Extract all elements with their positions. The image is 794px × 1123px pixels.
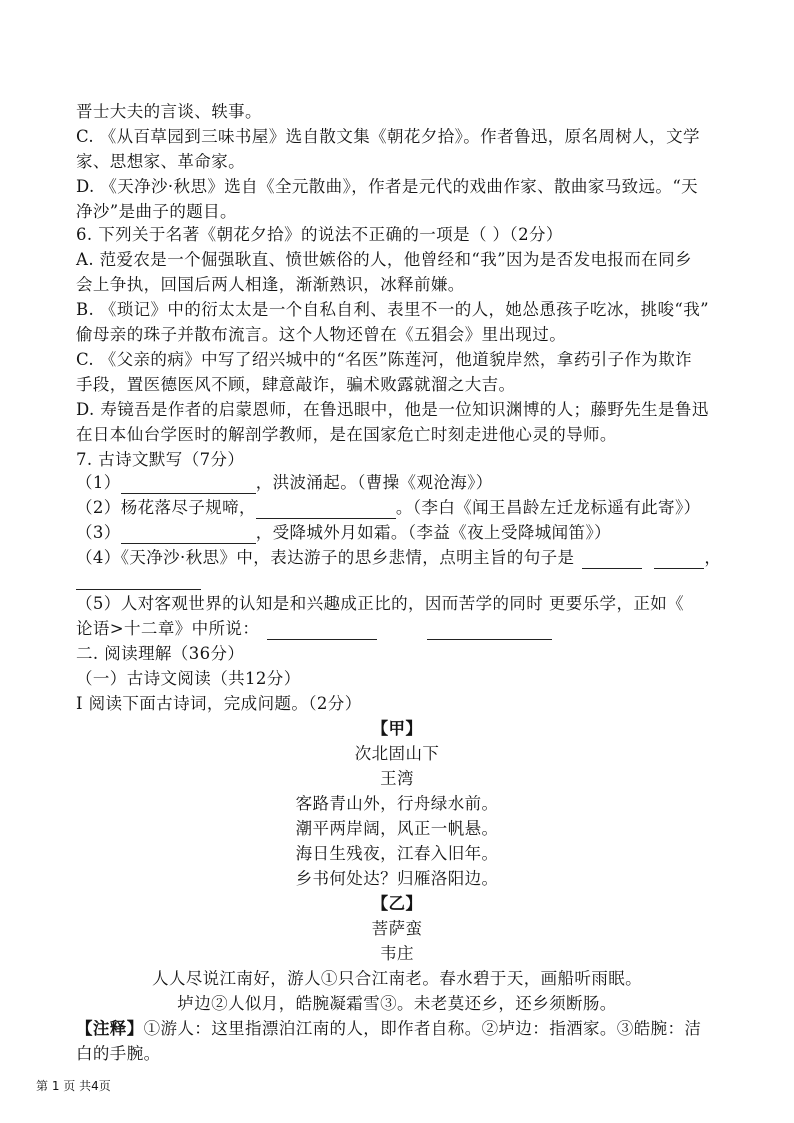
annotation-label: 【注释】: [76, 1019, 144, 1038]
option-b: B. 《琐记》中的衍太太是一个自私自利、表里不一的人，她怂恿孩子吃冰，挑唆“我”: [76, 300, 709, 319]
q7-item-4: [76, 547, 721, 569]
q7-item2-prefix: （2）杨花落尽子规啼，: [76, 498, 256, 517]
q7-item4-prefix: （4）《天净沙·秋思》中，表达游子的思乡悲情，点明主旨的句子是: [76, 548, 575, 567]
answer-blank-1[interactable]: [121, 477, 256, 494]
answer-blank-2[interactable]: [256, 502, 396, 519]
option-c: C. 《父亲的病》中写了绍兴城中的“名医”陈莲河，他道貌岸然，拿药引子作为欺诈: [76, 350, 692, 369]
q7-item-5-continued: [76, 618, 552, 640]
poem2-line: 垆边②人似月，皓腕凝霜雪③。未老莫还乡，还乡须断肠。: [177, 994, 617, 1013]
option-c: C. 《从百草园到三味书屋》选自散文集《朝花夕拾》。作者鲁迅，原名周树人，文学: [76, 127, 700, 146]
poem1-line: 乡书何处达？归雁洛阳边。: [295, 869, 499, 888]
question-7: 7. 古诗文默写（7分）: [76, 450, 245, 469]
text-line: 在日本仙台学医时的解剖学教师，是在国家危亡时刻走进他心灵的导师。: [76, 425, 617, 444]
page-footer: 第 1 页 共4页: [36, 1079, 111, 1093]
poem1-line: 客路青山外，行舟绿水前。: [295, 794, 499, 813]
option-d: D. 寿镜吾是作者的启蒙恩师，在鲁迅眼中，他是一位知识渊博的人；藤野先生是鲁迅: [76, 400, 709, 419]
q7-item-1: [76, 472, 493, 494]
poem1-line: 潮平两岸阔，风正一帆悬。: [295, 819, 499, 838]
q7-item-5: （5）人对客观世界的认知是和兴趣成正比的，因而苦学的同时 更要乐学，正如《: [76, 594, 685, 613]
text-line: 偷母亲的珠子并散布流言。这个人物还曾在《五猖会》里出现过。: [76, 325, 567, 344]
answer-blank-4c[interactable]: [76, 573, 201, 590]
annotation-text: ①游人：这里指漂泊江南的人，即作者自称。②垆边：指酒家。③皓腕：洁: [143, 1019, 702, 1038]
q7-item-2: [76, 497, 701, 519]
poem2-label: 【乙】: [371, 894, 423, 913]
q7-item5-prefix: 论语>十二章》中所说：: [76, 619, 260, 638]
text-line: 晋士大夫的言谈、轶事。: [76, 102, 262, 121]
answer-blank-5b[interactable]: [427, 623, 552, 640]
q7-item3-prefix: （3）: [76, 523, 121, 542]
option-a: A. 范爱农是一个倔强耿直、愤世嫉俗的人，他曾经和“我”因为是否发电报而在同乡: [76, 250, 692, 269]
q7-item4-sep: ，: [704, 548, 722, 567]
poem1-line: 海日生残夜，江春入旧年。: [295, 844, 499, 863]
answer-blank-4b[interactable]: [654, 552, 704, 569]
poem1-title: 次北固山下: [354, 744, 440, 763]
q7-item-4-continued: [76, 568, 201, 590]
answer-blank-5a[interactable]: [267, 623, 377, 640]
q7-item3-suffix: ，受降城外月如霜。（李益《夜上受降城闻笛》）: [255, 523, 612, 542]
subsection-1-title: （一）古诗文阅读（共12分）: [76, 669, 301, 688]
q7-item2-suffix: 。（李白《闻王昌龄左迁龙标遥有此寄》）: [395, 498, 701, 517]
text-line: 手段，置医德医风不顾，肆意敲诈，骗术败露就溜之大吉。: [76, 375, 516, 394]
poem2-line: 人人尽说江南好，游人①只合江南老。春水碧于天，画船听雨眠。: [151, 969, 643, 988]
answer-blank-4a[interactable]: [582, 552, 642, 569]
poem1-author: 王湾: [380, 769, 414, 788]
option-d: D. 《天净沙·秋思》选自《全元散曲》，作者是元代的戏曲作家、散曲家马致远。“天: [76, 177, 699, 196]
annotation: [76, 1018, 701, 1040]
q7-item1-prefix: （1）: [76, 473, 121, 492]
poem2-title: 菩萨蛮: [371, 919, 423, 938]
text-line: 净沙”是曲子的题目。: [76, 202, 237, 221]
q7-item1-suffix: ，洪波涌起。（曹操《观沧海》）: [255, 473, 493, 492]
annotation-continued: 白的手腕。: [76, 1044, 161, 1063]
section-2-title: 二. 阅读理解（36分）: [76, 644, 245, 663]
text-line: 家、思想家、革命家。: [76, 152, 245, 171]
text-line: 会上争执，回国后两人相逢，渐渐熟识，冰释前嫌。: [76, 275, 465, 294]
question-6: 6. 下列关于名著《朝花夕拾》的说法不正确的一项是（ ）（2分）: [76, 225, 563, 244]
reading-intro: I 阅读下面古诗词，完成问题。（2分）: [76, 694, 362, 713]
poem1-label: 【甲】: [371, 719, 423, 738]
poem2-author: 韦庄: [380, 944, 414, 963]
answer-blank-3[interactable]: [121, 527, 256, 544]
q7-item-3: [76, 522, 611, 544]
